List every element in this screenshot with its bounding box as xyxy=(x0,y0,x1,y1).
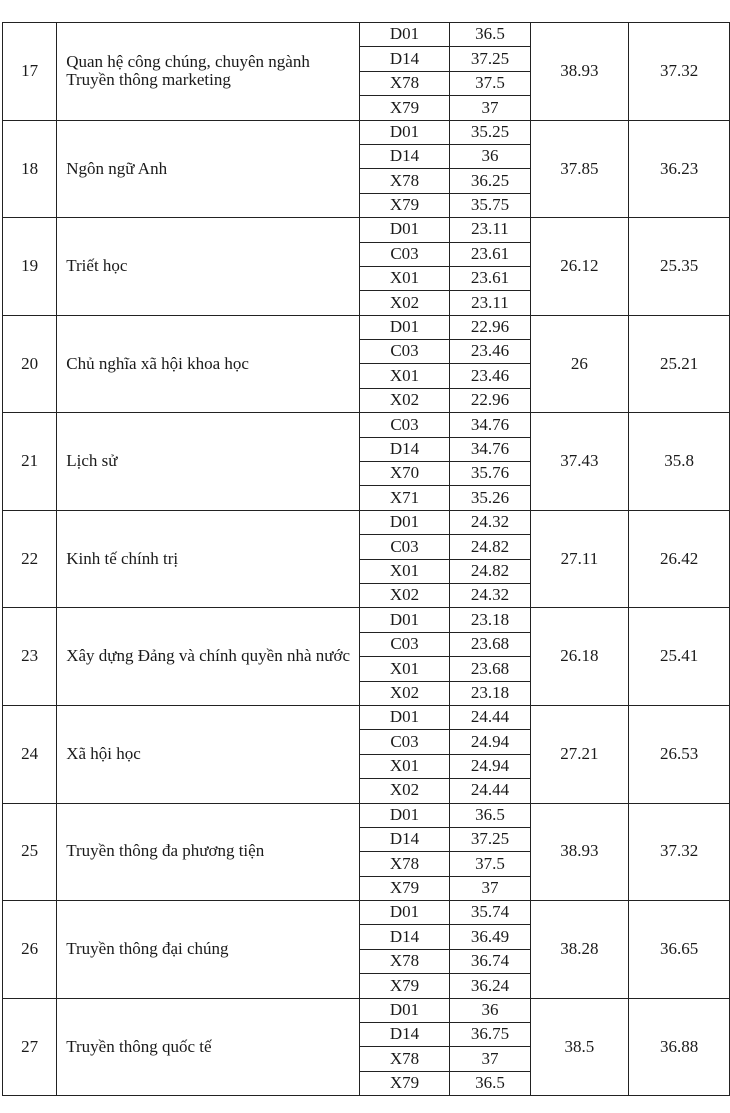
score-column-2: 25.35 xyxy=(629,218,730,316)
combo-score: 37 xyxy=(450,96,530,120)
combo-score: 37 xyxy=(450,1047,530,1071)
combo-score: 35.74 xyxy=(450,901,530,925)
subject-combo-code: X79 xyxy=(359,96,450,120)
subject-combo-code: C03 xyxy=(359,340,450,364)
subject-combo-code: X78 xyxy=(359,852,450,876)
combo-score: 23.46 xyxy=(450,340,530,364)
combo-score: 34.76 xyxy=(450,437,530,461)
score-column-1: 27.21 xyxy=(530,705,629,803)
combo-score: 35.25 xyxy=(450,120,530,144)
subject-combo-code: X79 xyxy=(359,876,450,900)
subject-combo-code: D01 xyxy=(359,608,450,632)
score-column-1: 37.85 xyxy=(530,120,629,218)
score-column-2: 36.23 xyxy=(629,120,730,218)
score-column-1: 38.93 xyxy=(530,803,629,901)
admission-scores-table-container xyxy=(2,22,730,1096)
score-column-1: 38.93 xyxy=(530,23,629,121)
combo-score: 24.82 xyxy=(450,535,530,559)
subject-combo-code: D14 xyxy=(359,827,450,851)
score-column-2: 26.42 xyxy=(629,510,730,608)
program-name: Lịch sử xyxy=(57,413,359,511)
row-number: 19 xyxy=(3,218,57,316)
subject-combo-code: X02 xyxy=(359,779,450,803)
combo-score: 23.61 xyxy=(450,266,530,290)
subject-combo-code: X02 xyxy=(359,388,450,412)
subject-combo-code: X71 xyxy=(359,486,450,510)
score-column-1: 38.28 xyxy=(530,901,629,999)
combo-score: 23.61 xyxy=(450,242,530,266)
combo-score: 37.25 xyxy=(450,47,530,71)
combo-score: 37.5 xyxy=(450,852,530,876)
combo-score: 36.74 xyxy=(450,949,530,973)
subject-combo-code: C03 xyxy=(359,535,450,559)
program-name: Truyền thông đại chúng xyxy=(57,901,359,999)
program-name: Quan hệ công chúng, chuyên ngành Truyền thông marketing xyxy=(57,23,359,121)
subject-combo-code: D14 xyxy=(359,1023,450,1047)
subject-combo-code: D01 xyxy=(359,998,450,1022)
combo-score: 36.5 xyxy=(450,1071,530,1095)
combo-score: 37.5 xyxy=(450,71,530,95)
row-number: 17 xyxy=(3,23,57,121)
score-column-2: 26.53 xyxy=(629,705,730,803)
combo-score: 36 xyxy=(450,144,530,168)
combo-score: 35.76 xyxy=(450,462,530,486)
combo-score: 37.25 xyxy=(450,827,530,851)
subject-combo-code: C03 xyxy=(359,242,450,266)
row-number: 18 xyxy=(3,120,57,218)
table-row xyxy=(3,803,730,827)
subject-combo-code: X02 xyxy=(359,681,450,705)
subject-combo-code: D01 xyxy=(359,23,450,47)
combo-score: 24.44 xyxy=(450,705,530,729)
subject-combo-code: X02 xyxy=(359,583,450,607)
subject-combo-code: D01 xyxy=(359,803,450,827)
row-number: 20 xyxy=(3,315,57,413)
program-name: Truyền thông quốc tế xyxy=(57,998,359,1096)
subject-combo-code: D01 xyxy=(359,315,450,339)
subject-combo-code: X79 xyxy=(359,1071,450,1095)
program-name: Xã hội học xyxy=(57,705,359,803)
combo-score: 36.5 xyxy=(450,803,530,827)
subject-combo-code: D01 xyxy=(359,218,450,242)
row-number: 21 xyxy=(3,413,57,511)
combo-score: 36 xyxy=(450,998,530,1022)
subject-combo-code: C03 xyxy=(359,632,450,656)
score-column-1: 26.18 xyxy=(530,608,629,706)
subject-combo-code: X01 xyxy=(359,754,450,778)
program-name: Xây dựng Đảng và chính quyền nhà nước xyxy=(57,608,359,706)
combo-score: 23.18 xyxy=(450,608,530,632)
combo-score: 36.5 xyxy=(450,23,530,47)
table-row xyxy=(3,218,730,242)
admission-scores-table xyxy=(2,22,730,1096)
score-column-1: 26.12 xyxy=(530,218,629,316)
subject-combo-code: D01 xyxy=(359,901,450,925)
subject-combo-code: D14 xyxy=(359,144,450,168)
combo-score: 36.75 xyxy=(450,1023,530,1047)
table-row xyxy=(3,315,730,339)
table-body xyxy=(3,23,730,1096)
subject-combo-code: X78 xyxy=(359,71,450,95)
score-column-1: 38.5 xyxy=(530,998,629,1096)
row-number: 22 xyxy=(3,510,57,608)
program-name: Triết học xyxy=(57,218,359,316)
subject-combo-code: X02 xyxy=(359,291,450,315)
table-row xyxy=(3,413,730,437)
subject-combo-code: X78 xyxy=(359,949,450,973)
subject-combo-code: X79 xyxy=(359,193,450,217)
subject-combo-code: X79 xyxy=(359,974,450,998)
score-column-1: 27.11 xyxy=(530,510,629,608)
row-number: 27 xyxy=(3,998,57,1096)
row-number: 23 xyxy=(3,608,57,706)
combo-score: 34.76 xyxy=(450,413,530,437)
subject-combo-code: D14 xyxy=(359,47,450,71)
row-number: 25 xyxy=(3,803,57,901)
combo-score: 24.94 xyxy=(450,754,530,778)
subject-combo-code: C03 xyxy=(359,413,450,437)
subject-combo-code: D14 xyxy=(359,437,450,461)
table-row xyxy=(3,120,730,144)
score-column-2: 25.41 xyxy=(629,608,730,706)
score-column-2: 36.65 xyxy=(629,901,730,999)
table-row xyxy=(3,23,730,47)
subject-combo-code: X70 xyxy=(359,462,450,486)
combo-score: 36.25 xyxy=(450,169,530,193)
score-column-1: 37.43 xyxy=(530,413,629,511)
row-number: 24 xyxy=(3,705,57,803)
score-column-2: 25.21 xyxy=(629,315,730,413)
combo-score: 23.18 xyxy=(450,681,530,705)
score-column-2: 37.32 xyxy=(629,803,730,901)
combo-score: 37 xyxy=(450,876,530,900)
program-name: Ngôn ngữ Anh xyxy=(57,120,359,218)
table-row xyxy=(3,608,730,632)
table-row xyxy=(3,998,730,1022)
program-name: Chủ nghĩa xã hội khoa học xyxy=(57,315,359,413)
subject-combo-code: X01 xyxy=(359,657,450,681)
subject-combo-code: X78 xyxy=(359,169,450,193)
combo-score: 22.96 xyxy=(450,315,530,339)
combo-score: 35.26 xyxy=(450,486,530,510)
program-name: Kinh tế chính trị xyxy=(57,510,359,608)
row-number: 26 xyxy=(3,901,57,999)
table-row xyxy=(3,901,730,925)
subject-combo-code: D01 xyxy=(359,120,450,144)
combo-score: 23.68 xyxy=(450,657,530,681)
combo-score: 23.11 xyxy=(450,218,530,242)
program-name: Truyền thông đa phương tiện xyxy=(57,803,359,901)
score-column-2: 36.88 xyxy=(629,998,730,1096)
score-column-1: 26 xyxy=(530,315,629,413)
combo-score: 22.96 xyxy=(450,388,530,412)
combo-score: 36.49 xyxy=(450,925,530,949)
subject-combo-code: D01 xyxy=(359,510,450,534)
combo-score: 24.32 xyxy=(450,510,530,534)
combo-score: 23.46 xyxy=(450,364,530,388)
combo-score: 24.94 xyxy=(450,730,530,754)
table-row xyxy=(3,705,730,729)
table-row xyxy=(3,510,730,534)
combo-score: 23.68 xyxy=(450,632,530,656)
subject-combo-code: C03 xyxy=(359,730,450,754)
score-column-2: 37.32 xyxy=(629,23,730,121)
combo-score: 35.75 xyxy=(450,193,530,217)
score-column-2: 35.8 xyxy=(629,413,730,511)
combo-score: 36.24 xyxy=(450,974,530,998)
combo-score: 24.44 xyxy=(450,779,530,803)
subject-combo-code: D14 xyxy=(359,925,450,949)
subject-combo-code: X01 xyxy=(359,559,450,583)
subject-combo-code: D01 xyxy=(359,705,450,729)
combo-score: 23.11 xyxy=(450,291,530,315)
subject-combo-code: X01 xyxy=(359,364,450,388)
combo-score: 24.82 xyxy=(450,559,530,583)
subject-combo-code: X01 xyxy=(359,266,450,290)
subject-combo-code: X78 xyxy=(359,1047,450,1071)
combo-score: 24.32 xyxy=(450,583,530,607)
